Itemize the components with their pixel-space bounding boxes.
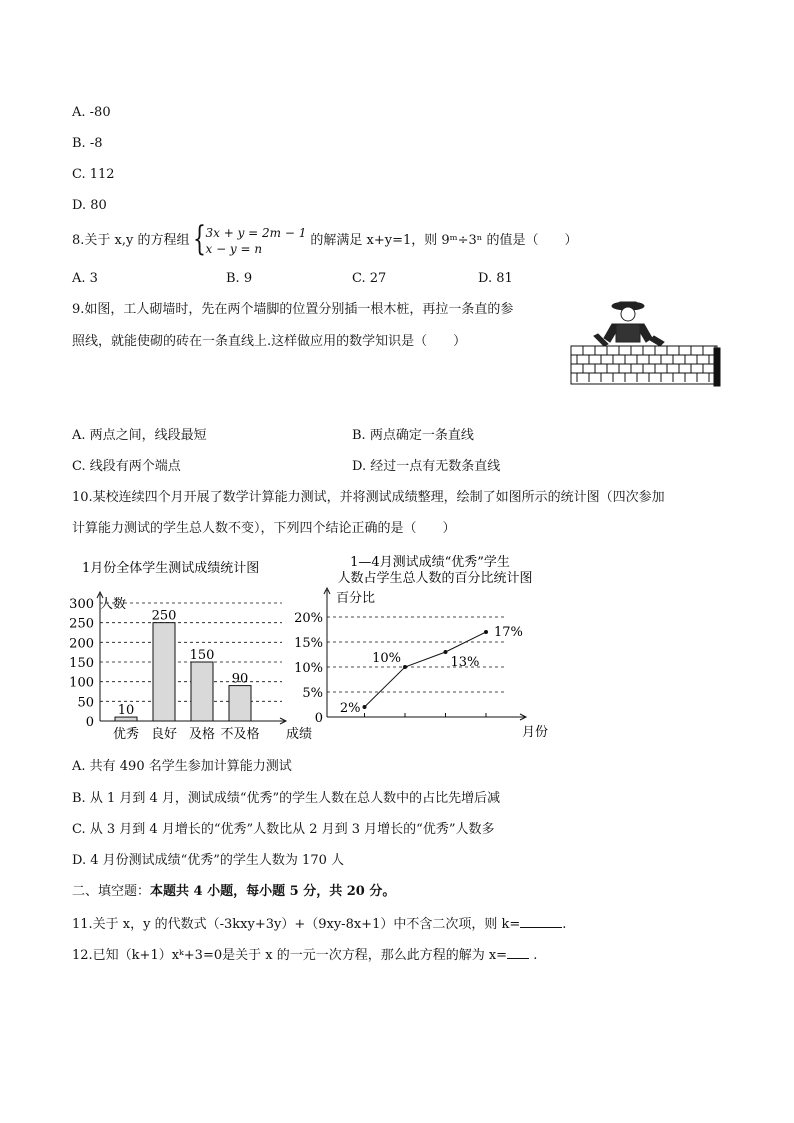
bar-chart-ylabel: 人数 xyxy=(100,597,127,612)
q9-option-c: C. 线段有两个端点 xyxy=(72,459,181,474)
bar-value-label: 250 xyxy=(151,608,177,624)
line-chart-title-2: 人数占学生总人数的百分比统计图 xyxy=(337,571,533,586)
q11-answer-blank[interactable] xyxy=(520,915,562,928)
line-chart-title-1: 1—4月测试成绩“优秀”学生 xyxy=(350,555,510,570)
q8-eq2: x − y = n xyxy=(205,241,263,256)
q10-option-b: B. 从 1 月到 4 月，测试成绩“优秀”的学生人数在总人数中的占比先增后减 xyxy=(72,791,501,806)
q10-option-d: D. 4 月份测试成绩“优秀”的学生人数为 170 人 xyxy=(72,853,344,868)
line-point xyxy=(484,630,488,634)
q7-option-c: C. 112 xyxy=(72,167,115,182)
q9-option-d: D. 经过一点有无数条直线 xyxy=(352,459,501,474)
equation-system: { 3x + y = 2m − 1 x − y = n xyxy=(193,218,307,259)
bar-ytick-label: 150 xyxy=(69,656,94,671)
line-chart-ylabel: 百分比 xyxy=(336,591,376,606)
line-chart xyxy=(290,550,586,752)
section-2-heading xyxy=(72,883,395,901)
section-2-prefix: 二、填空题： xyxy=(72,884,151,899)
line-point xyxy=(363,705,367,709)
q8-suffix: 的解满足 x+y=1，则 9ᵐ÷3ⁿ 的值是（ ） xyxy=(310,233,578,248)
bar-category-label: 优秀 xyxy=(112,727,140,742)
question-12 xyxy=(72,946,537,965)
line-point-label: 2% xyxy=(339,701,361,716)
line-ytick-label: 20% xyxy=(294,611,323,626)
bar-ytick-label: 200 xyxy=(69,636,94,652)
line-ytick-label: 10% xyxy=(294,661,323,676)
q9-option-b: B. 两点确定一条直线 xyxy=(352,428,474,443)
q7-option-d: D. 80 xyxy=(72,198,107,213)
bar-category-label: 良好 xyxy=(150,727,178,742)
bar-value-label: 90 xyxy=(231,671,249,687)
bar-value-label: 10 xyxy=(117,703,135,719)
q10-line2: 计算能力测试的学生总人数不变），下列四个结论正确的是（ ） xyxy=(72,521,456,536)
q10-option-c: C. 从 3 月到 4 月增长的“优秀”人数比从 2 月到 3 月增长的“优秀”人数多 xyxy=(72,822,495,837)
q11-end: . xyxy=(562,917,567,932)
question-11 xyxy=(72,915,566,934)
q11-text: 11.关于 x，y 的代数式（-3kxy+3y）+（9xy-8x+1）中不含二次项，则 k= xyxy=(72,917,521,932)
bar-category-label: 不及格 xyxy=(220,727,260,742)
bar xyxy=(229,686,251,721)
bar xyxy=(191,662,213,721)
line-chart-xlabel: 月份 xyxy=(522,725,549,740)
q7-option-b: B. -8 xyxy=(72,136,103,151)
question-8 xyxy=(72,218,578,259)
line-point-label: 13% xyxy=(450,655,480,670)
bar-ytick-label: 50 xyxy=(77,695,94,711)
bar xyxy=(153,623,175,721)
bar-ytick-label: 0 xyxy=(85,715,94,730)
bar-ytick-label: 300 xyxy=(69,597,94,612)
q10-line1: 10.某校连续四个月开展了数学计算能力测试，并将测试成绩整理，绘制了如图所示的统计图（四次参加 xyxy=(72,490,665,505)
q9-line1: 9.如图，工人砌墙时，先在两个墙脚的位置分别插一根木桩，再拉一条直的参 xyxy=(72,302,514,317)
q8-option-c: C. 27 xyxy=(352,271,387,286)
q7-option-a: A. -80 xyxy=(72,105,111,120)
q8-option-d: D. 81 xyxy=(478,271,513,286)
line-point-label: 17% xyxy=(494,625,523,640)
bar-ytick-label: 250 xyxy=(69,616,94,632)
q8-prefix: 8.关于 x,y 的方程组 xyxy=(72,233,190,248)
bricklayer-illustration xyxy=(568,298,724,388)
line-ytick-label: 0 xyxy=(314,711,323,726)
bar-ytick-label: 100 xyxy=(69,675,94,691)
bar-category-label: 及格 xyxy=(188,727,216,742)
q12-text: 12.已知（k+1）xᵏ+3=0是关于 x 的一元一次方程，那么此方程的解为 x= xyxy=(72,948,508,963)
line-ytick-label: 5% xyxy=(302,686,323,701)
q8-option-b: B. 9 xyxy=(226,271,253,286)
q10-option-a: A. 共有 490 名学生参加计算能力测试 xyxy=(72,759,292,774)
line-ytick-label: 15% xyxy=(294,636,323,651)
line-point xyxy=(403,665,407,669)
q9-line2: 照线，就能使砌的砖在一条直线上.这样做应用的数学知识是（ ） xyxy=(72,334,467,349)
q8-option-a: A. 3 xyxy=(72,271,98,286)
q8-eq1: 3x + y = 2m − 1 xyxy=(205,225,307,240)
q12-answer-blank[interactable] xyxy=(507,946,529,959)
bar-chart-title: 1月份全体学生测试成绩统计图 xyxy=(82,561,260,576)
q9-option-a: A. 两点之间，线段最短 xyxy=(72,428,207,443)
bar-chart-xlabel: 成绩 xyxy=(286,727,313,742)
section-2-desc: 本题共 4 小题，每小题 5 分，共 20 分。 xyxy=(150,884,396,899)
q12-end: . xyxy=(533,948,538,963)
line-point xyxy=(444,650,448,654)
line-point-label: 10% xyxy=(372,651,401,666)
bar-value-label: 150 xyxy=(189,648,215,663)
